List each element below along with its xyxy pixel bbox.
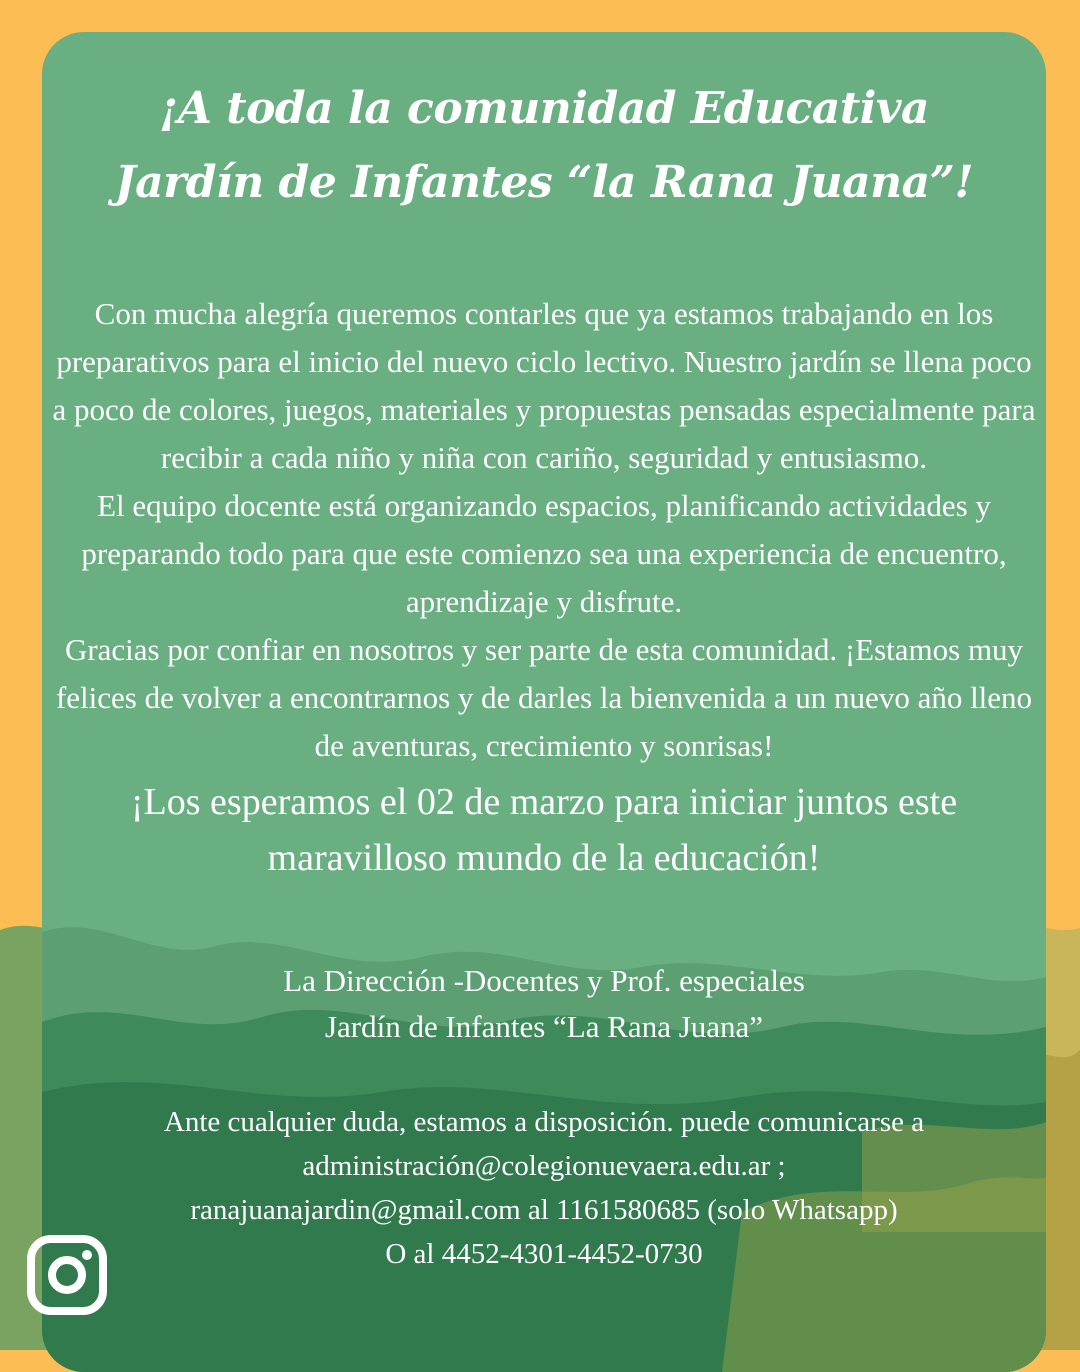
contact-phones: O al 4452-4301-4452-0730 [385, 1238, 703, 1270]
invitation-text: ¡Los esperamos el 02 de marzo para iniciar juntos este maravilloso mundo de la educación! [130, 781, 958, 879]
paragraph-preparations: Con mucha alegría queremos contarles que ya estamos trabajando en los preparativos para el inicio del nuevo ciclo lectivo. Nuestro jardín se llena poco a poco de colores, juegos, materiales y propuestas pensadas especialmente para recibir a cada niño y niña con cariño, seguridad y entusiasmo. [52, 296, 1036, 475]
signature-line-staff: La Dirección -Docentes y Prof. especiales [283, 963, 805, 998]
contact-admin-email: administración@colegionuevaera.edu.ar ; [302, 1150, 786, 1182]
contact-block [42, 1100, 1046, 1276]
signature-block [42, 958, 1046, 1050]
signature-line-school: Jardín de Infantes “La Rana Juana” [324, 1009, 764, 1044]
contact-intro: Ante cualquier duda, estamos a disposición. puede comunicarse a [163, 1106, 925, 1138]
page-title: ¡A toda la comunidad Educativa Jardín de Infantes “la Rana Juana”! [114, 83, 974, 208]
contact-whatsapp: ranajuanajardin@gmail.com al 1161580685 (solo Whatsapp) [190, 1194, 898, 1226]
paragraph-teaching-team: El equipo docente está organizando espacios, planificando actividades y preparando todo para que este comienzo sea una experiencia de encuentro, aprendizaje y disfrute. [81, 488, 1007, 619]
message-content [42, 32, 1046, 1276]
paragraph-thanks: Gracias por confiar en nosotros y ser parte de esta comunidad. ¡Estamos muy felices de volver a encontrarnos y de darles la bienvenida a un nuevo año lleno de aventuras, crecimiento y sonrisas! [55, 632, 1033, 763]
instagram-icon[interactable] [26, 1234, 108, 1316]
message-body [42, 290, 1046, 770]
